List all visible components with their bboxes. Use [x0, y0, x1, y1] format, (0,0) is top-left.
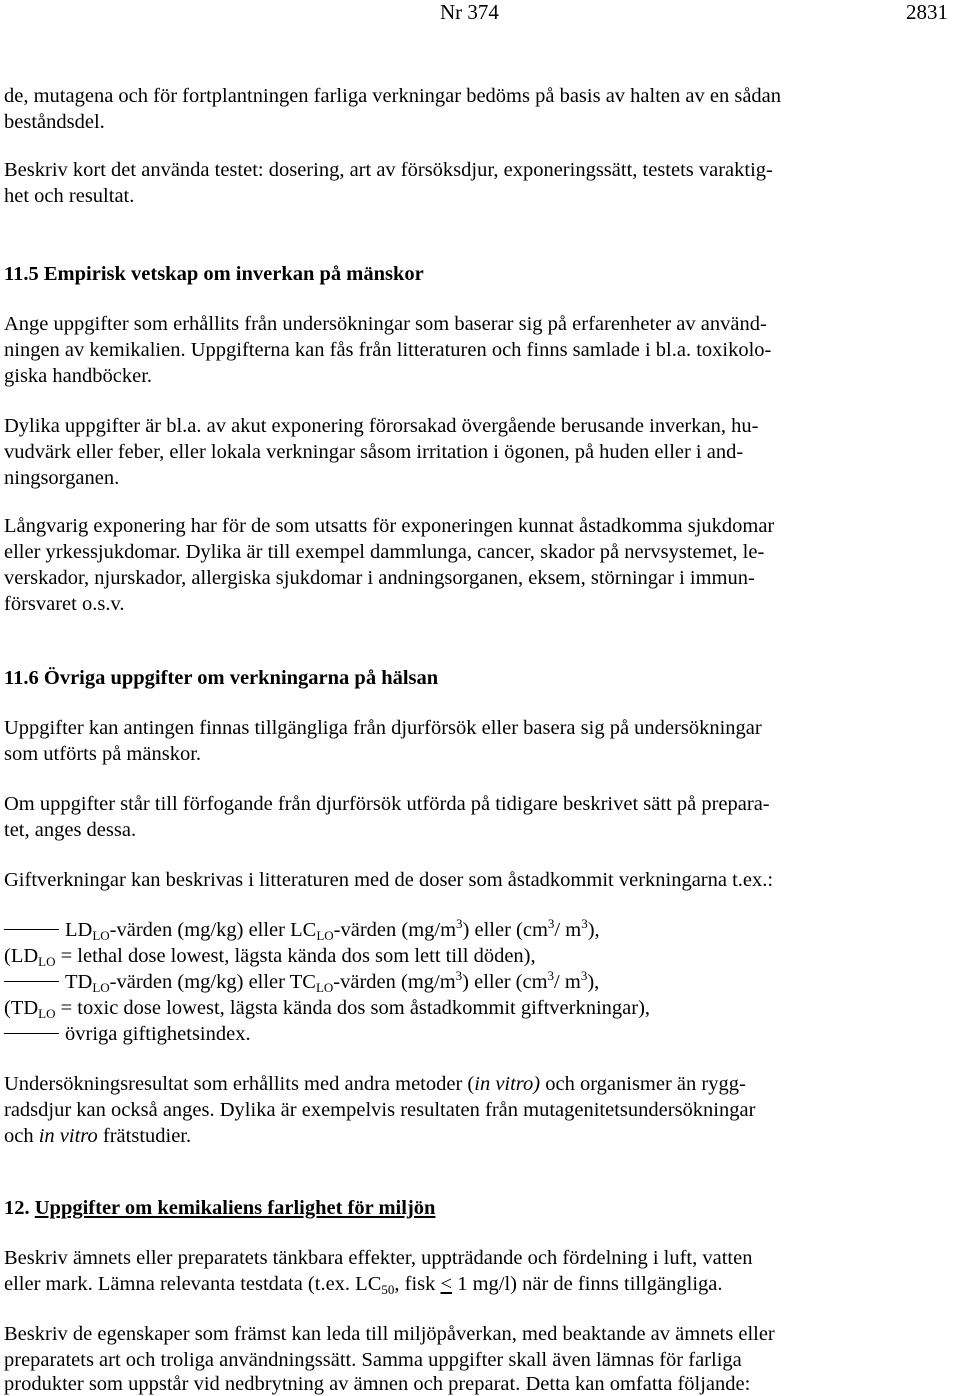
text-line: Beskriv kort det använda testet: dosering, art av försöksdjur, exponeringssätt, testets varaktig-: [4, 159, 773, 181]
text-line: Dylika uppgifter är bl.a. av akut exponering förorsakad övergående berusande inverkan, hu-: [4, 415, 759, 437]
text-line: som utförts på mänskor.: [4, 743, 202, 765]
text-line: Om uppgifter står till förfogande från djurförsök utförda på tidigare beskrivet sätt på prepara-: [4, 793, 770, 815]
section-heading-11-6: 11.6 Övriga uppgifter om verkningarna på hälsan: [4, 667, 439, 689]
text-line: Beskriv ämnets eller preparatets tänkbara effekter, uppträdande och fördelning i luft, vatten: [4, 1247, 753, 1269]
text-line: och in vitro frätstudier.: [4, 1125, 192, 1147]
text-line: ningen av kemikalien. Uppgifterna kan fås från litteraturen och finns samlade i bl.a. toxikolo-: [4, 339, 772, 361]
page-number: 2831: [906, 0, 948, 24]
text-line: preparatets art och troliga användningssätt. Samma uppgifter skall även lämnas för farliga: [4, 1349, 742, 1371]
formula-td-definition: ($TD_{LO}$ = toxic dose lowest, lägsta kända dos som åstadkommit giftverkningar),: [4, 997, 651, 1021]
formula-td-line: $TD_{LO}$-värden (mg/kg) eller $TC_{LO}$-värden $(mg/m^3)$ eller ($cm^3/$ $m^3$),: [4, 970, 599, 994]
text-line: Giftverkningar kan beskrivas i litteraturen med de doser som åstadkommit verkningarna t.ex.:: [4, 869, 774, 891]
formula-ld-definition: ($LD_{LO}$ = lethal dose lowest, lägsta kända dos som lett till döden),: [4, 945, 536, 969]
text-line: verskador, njurskador, allergiska sjukdomar i andningsorganen, eksem, störningar i immun-: [4, 567, 755, 589]
formula-ld-line: $LD_{LO}$-värden (mg/kg) eller $LC_{LO}$-värden $(mg/m^3)$ eller ($cm^3/$ $m^3$),: [4, 918, 600, 942]
text-line: försvaret o.s.v.: [4, 593, 125, 615]
formula-other-line: övriga giftighetsindex.: [4, 1022, 251, 1046]
text-line: eller yrkessjukdomar. Dylika är till exempel dammlunga, cancer, skador på nervsystemet, le-: [4, 541, 765, 563]
text-line: Ange uppgifter som erhållits från undersökningar som baserar sig på erfarenheter av använd-: [4, 313, 767, 335]
text-line: de, mutagena och för fortplantningen farliga verkningar bedöms på basis av halten av en sådan: [4, 85, 782, 107]
text-line: Långvarig exponering har för de som utsatts för exponeringen kunnat åstadkomma sjukdomar: [4, 515, 775, 537]
text-line: beståndsdel.: [4, 111, 105, 133]
text-line: Uppgifter kan antingen finnas tillgängliga från djurförsök eller basera sig på undersökningar: [4, 717, 762, 739]
em-dash: [4, 929, 59, 930]
em-dash: [4, 1033, 59, 1034]
text-line: het och resultat.: [4, 185, 135, 207]
text-line: radsdjur kan också anges. Dylika är exempelvis resultaten från mutagenitetsundersökningar: [4, 1099, 756, 1121]
em-dash: [4, 981, 59, 982]
text-line: tet, anges dessa.: [4, 819, 137, 841]
page-header-left: Nr 374: [440, 0, 499, 24]
text-line: giska handböcker.: [4, 365, 153, 387]
section-heading-12: 12. Uppgifter om kemikaliens farlighet för miljön: [4, 1197, 436, 1219]
text-line: eller mark. Lämna relevanta testdata (t.ex. $LC_{50}$, fisk < 1 mg/l) när de finns tillgängliga.: [4, 1273, 723, 1297]
text-line: ningsorganen.: [4, 467, 120, 489]
text-line: produkter som uppstår vid nedbrytning av ämnen och preparat. Detta kan omfatta följande:: [4, 1373, 751, 1395]
section-heading-11-5: 11.5 Empirisk vetskap om inverkan på mänskor: [4, 263, 424, 285]
text-line: vudvärk eller feber, eller lokala verkningar såsom irritation i ögonen, på huden eller i and-: [4, 441, 744, 463]
text-line: Undersökningsresultat som erhållits med andra metoder (in vitro) och organismer än rygg-: [4, 1073, 746, 1095]
text-line: Beskriv de egenskaper som främst kan leda till miljöpåverkan, med beaktande av ämnets eller: [4, 1323, 775, 1345]
